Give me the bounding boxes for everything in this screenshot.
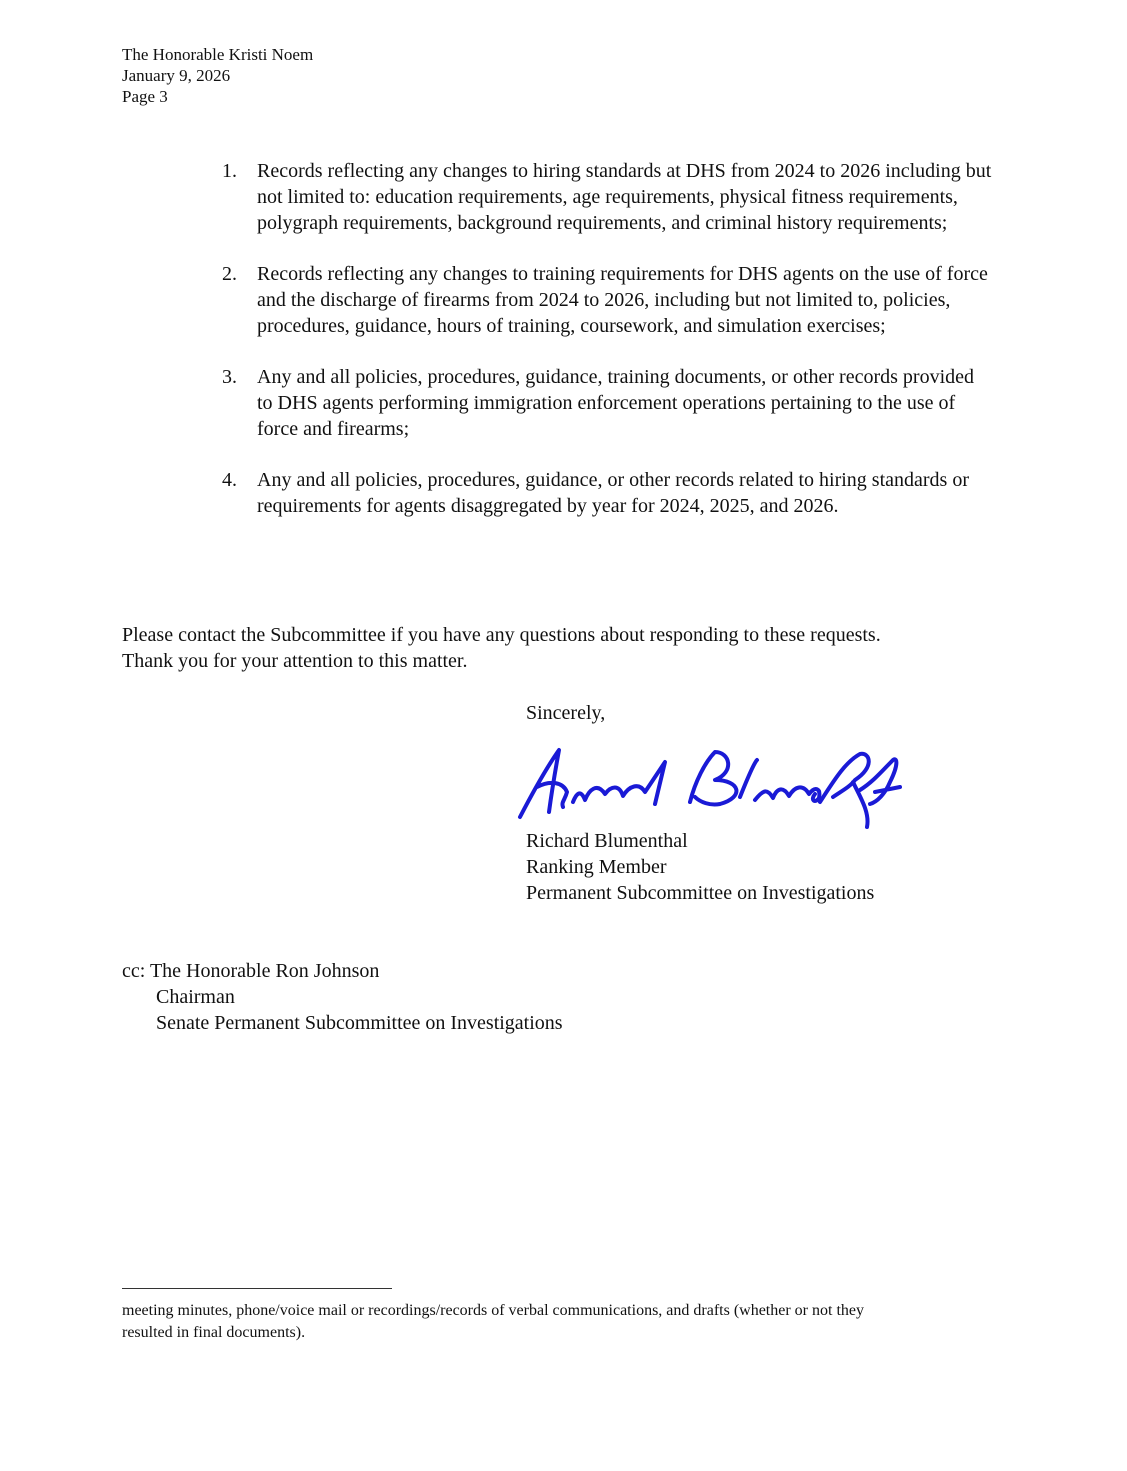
- request-text: Any and all policies, procedures, guidance, or other records related to hiring standards or requirements for agents disaggregated by year for 2024, 2025, and 2026.: [257, 469, 969, 517]
- request-item: [222, 261, 992, 339]
- footnote-line-1: meeting minutes, phone/voice mail or recordings/records of verbal communications, and drafts (whether or not they: [122, 1302, 864, 1319]
- request-number: 1.: [222, 160, 237, 182]
- recipient-name: The Honorable Kristi Noem: [122, 45, 314, 64]
- page-number: Page 3: [122, 87, 168, 106]
- request-item: [222, 364, 992, 442]
- signer-committee: Permanent Subcommittee on Investigations: [526, 882, 875, 904]
- signature-block: [526, 828, 874, 906]
- footnote: [122, 1300, 1002, 1344]
- handwritten-signature: [515, 742, 905, 832]
- request-item: [222, 467, 992, 519]
- footnote-divider: [122, 1288, 392, 1289]
- request-text: Records reflecting any changes to training requirements for DHS agents on the use of force and the discharge of firearms from 2024 to 2026, including but not limited to, policies, procedures, guidance, hours of training, coursework, and simulation exercises;: [257, 263, 988, 337]
- letter-header: [122, 44, 313, 107]
- letter-date: January 9, 2026: [122, 66, 231, 85]
- request-item: [222, 158, 992, 236]
- request-text: Any and all policies, procedures, guidance, training documents, or other records provided to DHS agents performing immigration enforcement operations pertaining to the use of force and firearms;: [257, 366, 975, 440]
- request-list: [222, 158, 992, 544]
- request-number: 2.: [222, 263, 237, 285]
- request-text: Records reflecting any changes to hiring standards at DHS from 2024 to 2026 including but not limited to: education requirements, age requirements, physical fitness requirements, polygraph requirements, background requirements, and criminal history requirements;: [257, 160, 992, 234]
- request-number: 3.: [222, 366, 237, 388]
- valediction: Sincerely,: [526, 702, 606, 724]
- cc-recipient: cc: The Honorable Ron Johnson: [122, 960, 380, 982]
- closing-line-1: Please contact the Subcommittee if you have any questions about responding to these requests.: [122, 624, 881, 646]
- cc-committee: Senate Permanent Subcommittee on Investigations: [156, 1012, 563, 1034]
- cc-title: Chairman: [156, 986, 235, 1008]
- signer-title: Ranking Member: [526, 856, 667, 878]
- footnote-line-2: resulted in final documents).: [122, 1324, 306, 1341]
- closing-line-2: Thank you for your attention to this matter.: [122, 650, 468, 672]
- signer-name: Richard Blumenthal: [526, 830, 688, 852]
- request-number: 4.: [222, 469, 237, 491]
- cc-block: [122, 958, 563, 1036]
- closing-paragraph: [122, 622, 1002, 674]
